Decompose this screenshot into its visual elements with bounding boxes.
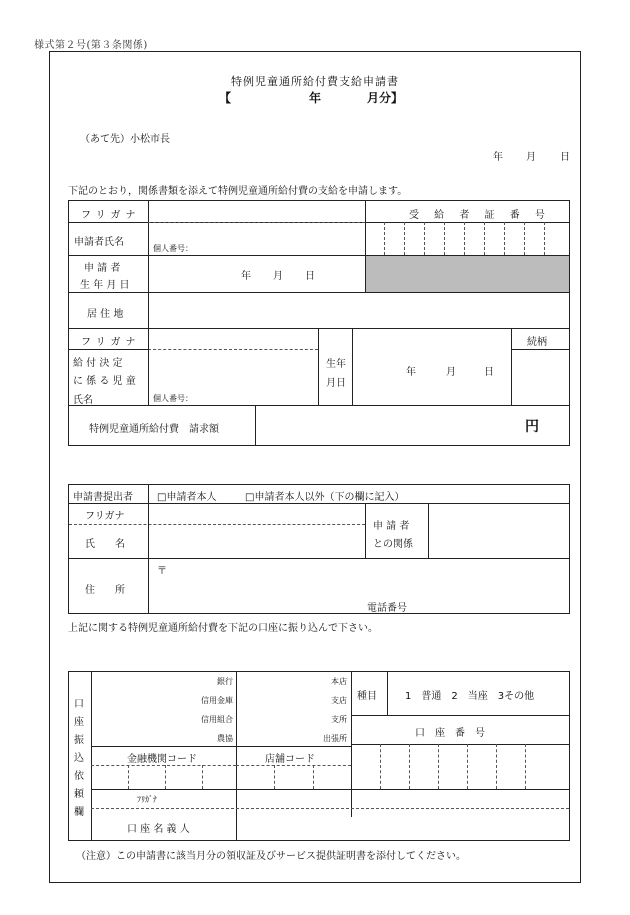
institution-code-label: 金融機関コード xyxy=(127,754,197,765)
recipient-cert-label: 受 給 者 証 番 号 xyxy=(409,210,551,221)
submitter-relation-label-2: との関係 xyxy=(373,539,413,550)
holder-furigana-label: ﾌﾘｶﾞﾅ xyxy=(137,795,157,804)
child-dob-year: 年 xyxy=(406,367,416,378)
submitter-option-self[interactable]: □申請者本人 xyxy=(157,492,217,503)
addressee: （あて先）小松市長 xyxy=(80,134,170,145)
inst-type-bank: 銀行 xyxy=(217,677,233,686)
child-relation-label: 続柄 xyxy=(527,337,547,348)
bank-table xyxy=(68,671,570,841)
child-dob-day: 日 xyxy=(484,367,494,378)
child-dob-label-2: 月日 xyxy=(326,378,346,389)
child-furigana-label: フリガナ xyxy=(81,337,141,348)
child-name-label-2: に 係 る 児 童 xyxy=(73,376,136,387)
submitter-table xyxy=(68,484,570,614)
inst-type-nokyo: 農協 xyxy=(217,734,233,743)
shaded-cell xyxy=(365,255,569,292)
applicant-dob-day: 日 xyxy=(305,271,315,282)
inst-type-kumiai: 信用組合 xyxy=(201,715,233,724)
form-title: 特例児童通所給付費支給申請書 xyxy=(231,75,399,88)
footer-note: （注意）この申請書に該当月分の領収証及びサービス提供証明書を添付してください。 xyxy=(76,851,466,862)
date-year: 年 xyxy=(493,152,503,163)
branch-type-branch: 支店 xyxy=(331,696,347,705)
applicant-dob-label-2: 生 年 月 日 xyxy=(80,280,130,291)
applicant-furigana-label: フリガナ xyxy=(81,210,141,221)
child-dob-label-1: 生年 xyxy=(326,359,346,370)
branch-type-office: 支所 xyxy=(331,715,347,724)
child-name-label-3: 氏名 xyxy=(73,395,93,406)
inst-type-shinkin: 信用金庫 xyxy=(201,696,233,705)
period-month: 月分】 xyxy=(367,91,404,105)
applicant-table xyxy=(68,200,570,446)
submitter-name-label: 氏 名 xyxy=(85,539,125,550)
claim-label: 特例児童通所給付費 請求額 xyxy=(89,424,219,435)
submitter-address-label: 住 所 xyxy=(85,585,125,596)
branch-type-main: 本店 xyxy=(331,677,347,686)
account-number-label: 口 座 番 号 xyxy=(415,728,485,739)
branch-type-agency: 出張所 xyxy=(323,734,347,743)
child-name-label-1: 給 付 決 定 xyxy=(73,358,123,369)
applicant-name-label: 申請者氏名 xyxy=(74,237,124,248)
child-personal-number-label: 個人番号： xyxy=(153,394,193,403)
intro-text: 下記のとおり，関係書類を添えて特例児童通所給付費の支給を申請します。 xyxy=(68,186,408,197)
submitter-furigana-label: フリガナ xyxy=(85,511,125,522)
child-dob-month: 月 xyxy=(446,367,456,378)
submitter-label: 申請書提出者 xyxy=(73,492,133,503)
holder-label: 口 座 名 義 人 xyxy=(127,824,190,835)
transfer-note: 上記に関する特例児童通所給付費を下記の口座に振り込んで下さい。 xyxy=(68,623,378,634)
bank-side-label: 口 座 振 込 依 頼 欄 xyxy=(74,699,84,818)
applicant-personal-number-label: 個人番号： xyxy=(153,244,193,253)
applicant-dob-month: 月 xyxy=(273,271,283,282)
date-month: 月 xyxy=(526,152,536,163)
branch-code-label: 店舗コード xyxy=(265,754,315,765)
submitter-relation-label-1: 申 請 者 xyxy=(373,521,410,532)
postal-mark: 〒 xyxy=(157,566,167,577)
account-type-label: 種目 xyxy=(357,691,377,702)
applicant-dob-label-1: 申 請 者 xyxy=(84,263,121,274)
account-type-options[interactable]: 1 普通 2 当座 3その他 xyxy=(405,691,535,702)
period-year: 年 xyxy=(309,91,322,105)
applicant-address-label: 居 住 地 xyxy=(87,309,124,320)
phone-label: 電話番号 xyxy=(367,603,407,614)
period-open: 【 xyxy=(219,91,232,105)
date-day: 日 xyxy=(560,152,570,163)
submitter-option-other[interactable]: □申請者本人以外（下の欄に記入） xyxy=(245,492,405,503)
form-number: 様式第２号(第３条関係) xyxy=(34,40,148,51)
claim-unit: 円 xyxy=(525,419,539,435)
applicant-dob-year: 年 xyxy=(241,271,251,282)
